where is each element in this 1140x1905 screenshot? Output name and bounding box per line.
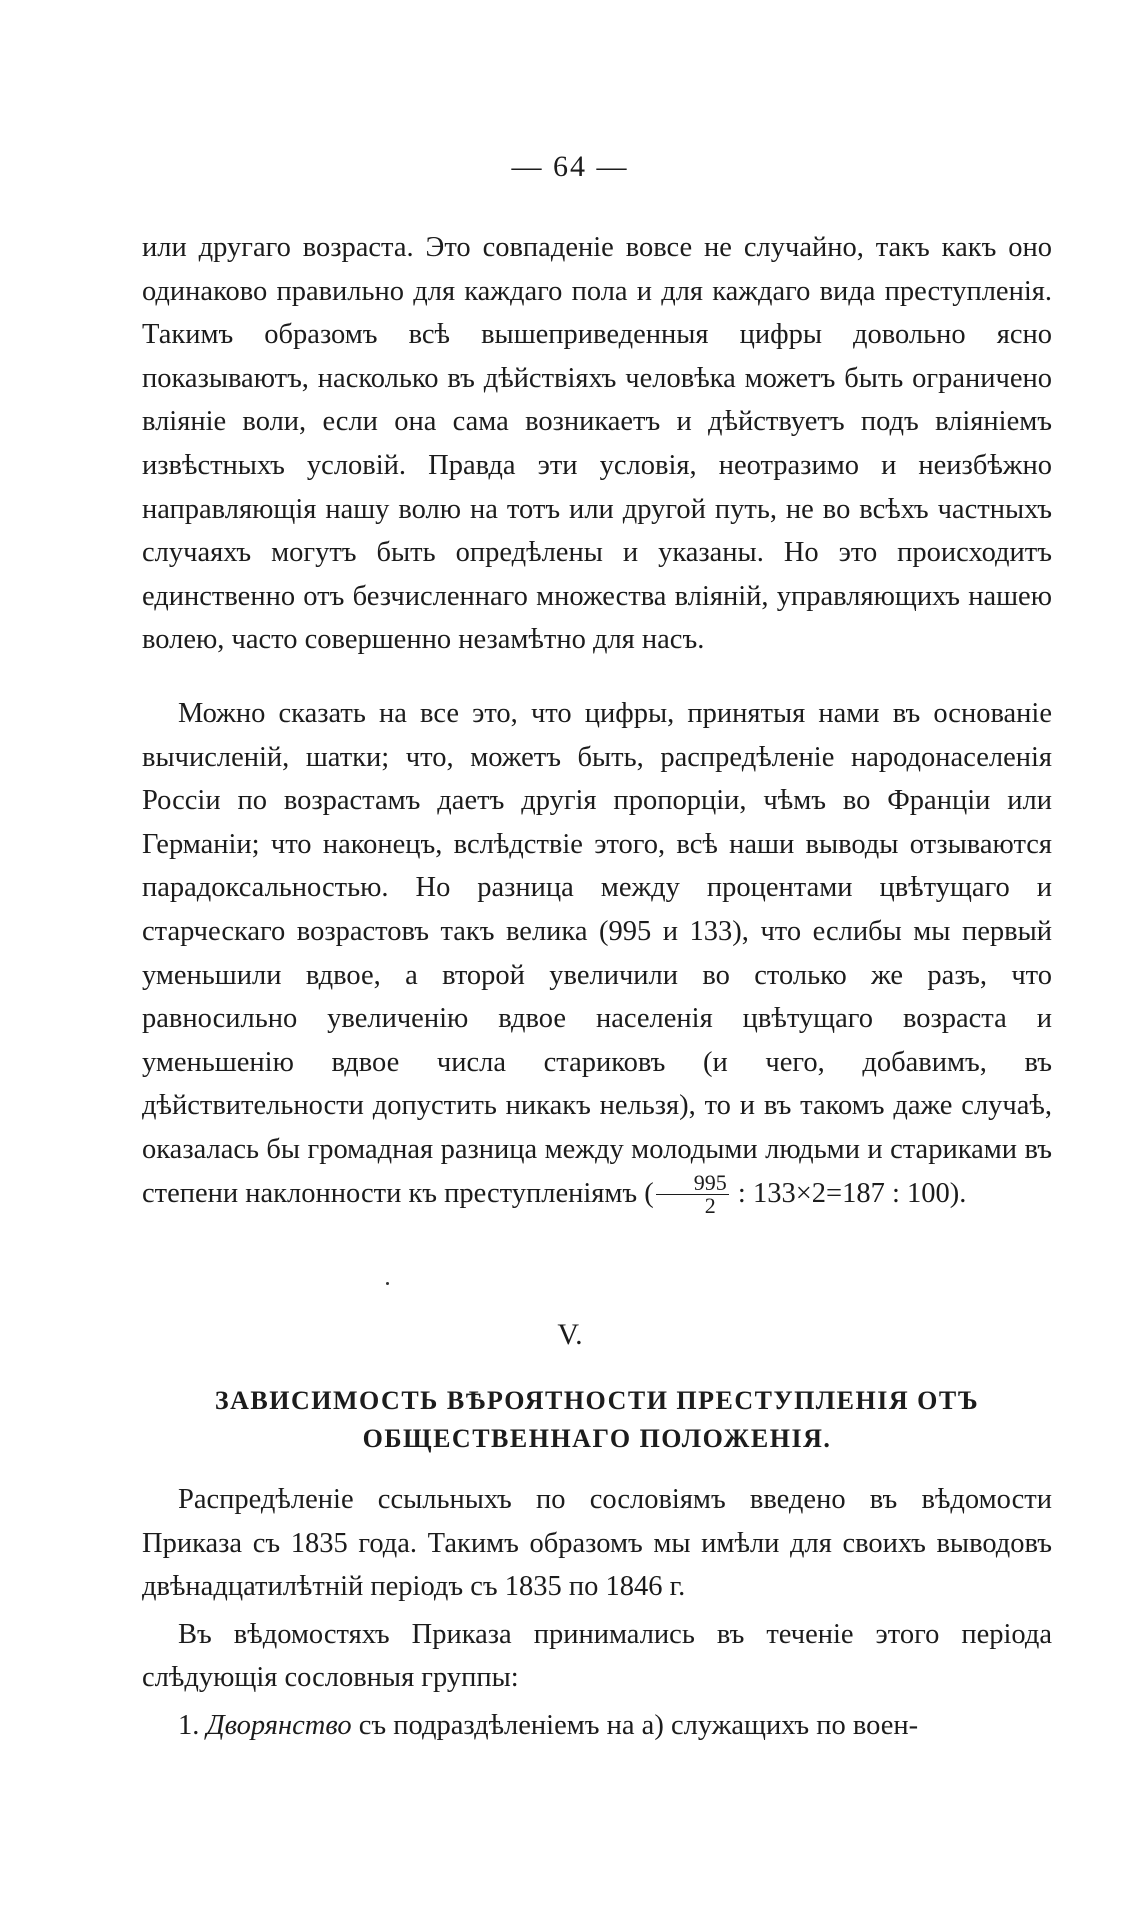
fraction-numerator: 995 xyxy=(656,1172,729,1195)
section-numeral: V. xyxy=(557,1318,583,1351)
continuation-text: или другаго возраста. Это совпаденіе вовсе не случайно, такъ какъ оно одинаково правильно для каждаго пола и для каждаго вида преступленія. Такимъ образомъ всѣ вышеприведенныя цифры довольно ясно показываютъ, насколько въ дѣйствіяхъ человѣка можетъ быть ограничено вліяніе воли, если она сама возникаетъ и дѣйствуетъ подъ вліяніемъ извѣстныхъ условій. Правда эти условія, неотразимо и неизбѣжно направляющія нашу волю на тотъ или другой путь, не во всѣхъ частныхъ случаяхъ могутъ быть опредѣлены и указаны. Но это происходитъ единственно отъ безчисленнаго множества вліяній, управляющихъ нашею волею, часто совершенно незамѣтно для насъ. xyxy=(142,232,1052,656)
fraction xyxy=(656,1172,729,1217)
list-emphasis: Дворянство xyxy=(206,1709,352,1741)
main-paragraph-text xyxy=(142,692,1052,1217)
fraction-denominator: 2 xyxy=(704,1193,716,1219)
list-text: съ подраздѣленіемъ на а) служащихъ по воен- xyxy=(351,1709,919,1741)
main-paragraph xyxy=(142,692,1052,1217)
print-speck xyxy=(386,1282,389,1285)
list-number: 1. xyxy=(178,1709,200,1741)
section-paragraph-2: Въ вѣдомостяхъ Приказа принимались въ теченіе этого періода слѣдующія сословныя группы: xyxy=(142,1618,1052,1694)
main-paragraph-tail: : 133×2=187 : 100). xyxy=(730,1177,967,1209)
section-paragraph-1: Распредѣленіе ссыльныхъ по сословіямъ введено въ вѣдомости Приказа съ 1835 года. Такимъ образомъ мы имѣли для своихъ выводовъ двѣнадцатилѣтній періодъ съ 1835 по 1846 г. xyxy=(142,1484,1052,1603)
section-body xyxy=(142,1478,1052,1748)
list-item xyxy=(142,1704,1052,1748)
section-title: ЗАВИСИМОСТЬ ВѢРОЯТНОСТИ ПРЕСТУПЛЕНІЯ ОТЪ ОБЩЕСТВЕННАГО ПОЛОЖЕНІЯ. xyxy=(214,1386,980,1453)
continuation-paragraph xyxy=(142,226,1052,662)
page-number: — 64 — xyxy=(511,150,629,183)
main-paragraph-body: Можно сказать на все это, что цифры, принятыя нами въ основаніе вычисленій, шатки; что, можетъ быть, распредѣленіе народонаселенія Россіи по возрастамъ даетъ другія пропорціи, чѣмъ во Франціи или Германіи; что наконецъ, вслѣдствіе этого, всѣ наши выводы отзываются парадоксальностью. Но разница между процентами цвѣтущаго и старческаго возрастовъ такъ велика (995 и 133), что еслибы мы первый уменьшили вдвое, а второй увеличили во столько же разъ, что равносильно увеличенію вдвое населенія цвѣтущаго возраста и уменьшенію вдвое числа стариковъ (и чего, добавимъ, въ дѣйствительности допустить никакъ нельзя), то и въ такомъ даже случаѣ, оказалась бы громадная разница между молодыми людьми и стариками въ степени наклонности къ преступленіямъ ( xyxy=(142,698,1052,1209)
